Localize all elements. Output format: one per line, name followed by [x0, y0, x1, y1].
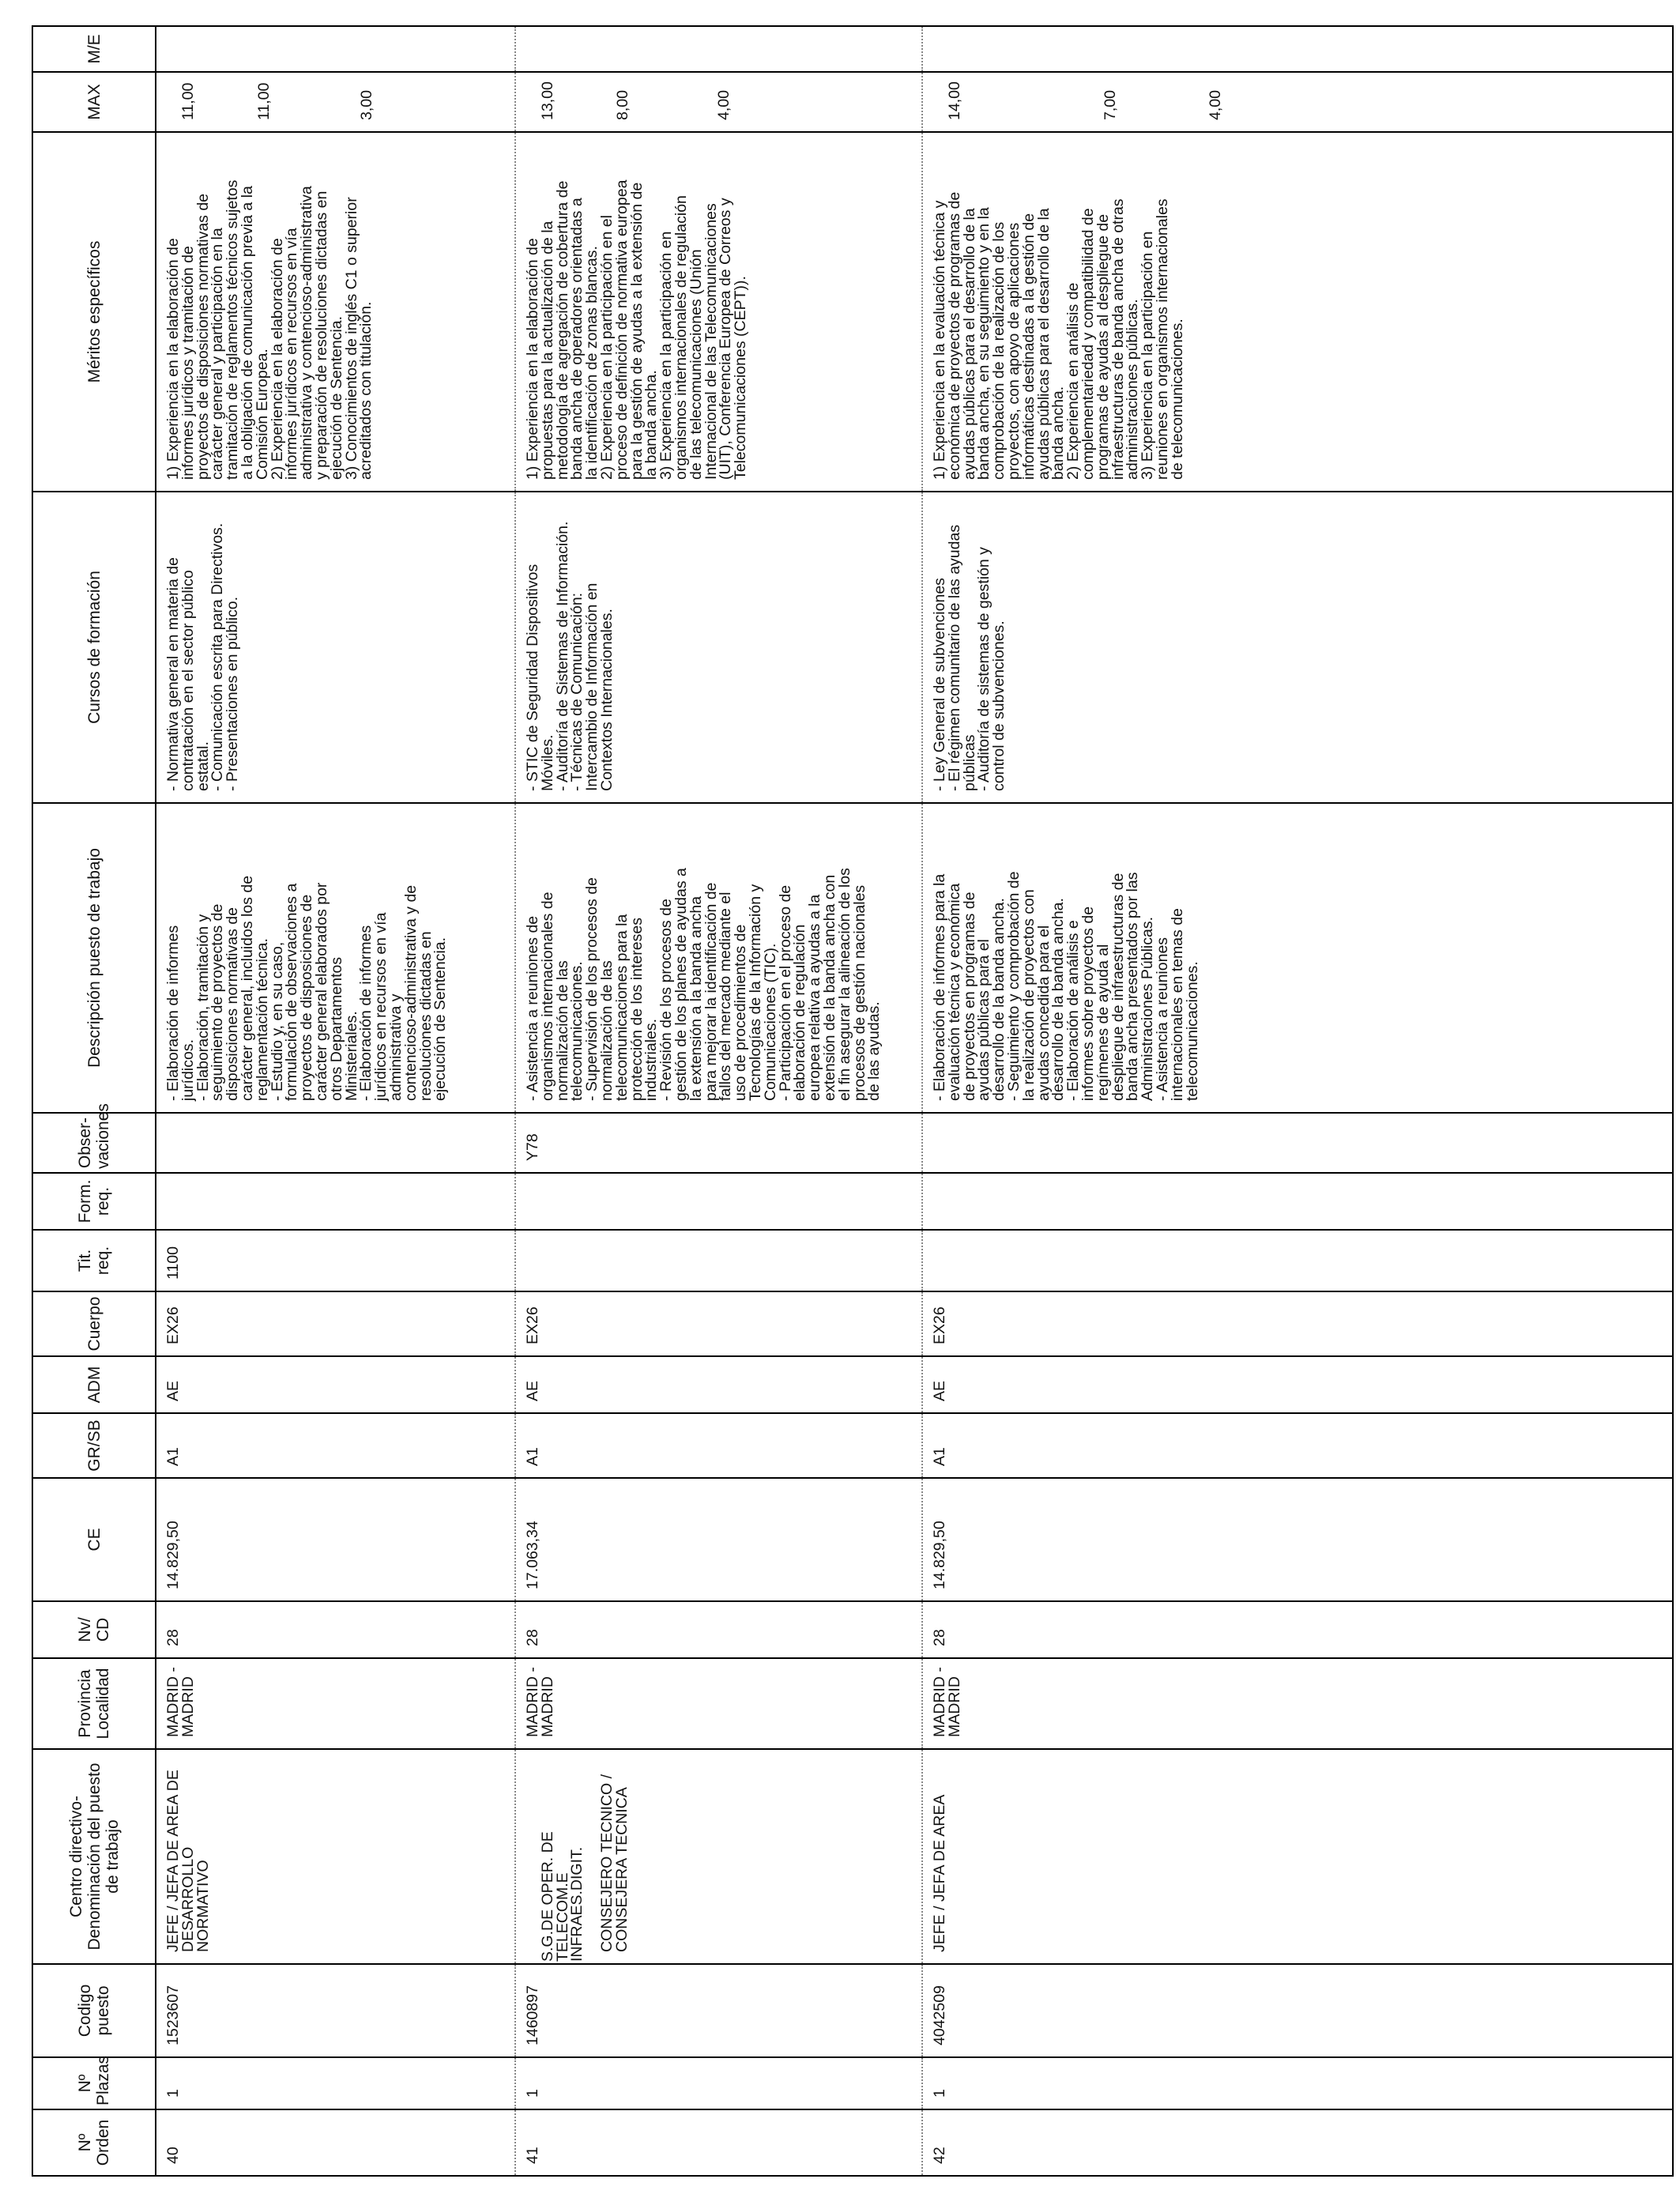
max-value: 14,00: [945, 81, 963, 120]
cell-grsb: A1: [515, 1413, 922, 1478]
cell-form: [922, 1173, 1673, 1230]
max-value: 8,00: [614, 90, 632, 120]
cell-obs: Y78: [515, 1113, 922, 1173]
cell-provincia: MADRID - MADRID: [922, 1658, 1673, 1749]
cell-centro: [515, 1749, 922, 1964]
cell-max: [515, 72, 922, 132]
cell-adm: AE: [515, 1356, 922, 1413]
max-value: 4,00: [1206, 90, 1224, 120]
cell-meritos: 1) Experiencia en la evaluación técnica y económica de proyectos de programas de ayudas públicas para el desarrollo de la banda ancha, en su seguimiento y en la comprobación de la realización de los proyectos, con apoyo de aplicaciones informáticas destinadas a la gestión de ayudas públicas para el desarrollo de la banda ancha. 2) Experiencia en análisis de complementariedad y compatibilidad de programas de ayudas al despliegue de infraestructuras de banda ancha de otras administraciones públicas. 3) Experiencia en la participación en reuniones en organismos internacionales de telecomunicaciones.: [922, 132, 1673, 492]
cell-codigo: 1460897: [515, 1964, 922, 2057]
cell-cuerpo: EX26: [515, 1291, 922, 1356]
cell-form: [156, 1173, 515, 1230]
max-value: 11,00: [255, 82, 273, 120]
cell-max: [156, 72, 515, 132]
cell-grsb: A1: [922, 1413, 1673, 1478]
table-row: [922, 26, 1673, 2176]
cell-desc: - Asistencia a reuniones de organismos internacionales de normalización de las telecomunicaciones. - Supervisión de los procesos de normalización de las telecomunicaciones para la protección de los intereses industriales. - Revisión de los procesos de gestión de los planes de ayudas a la extensión a la banda ancha para mejorar la identificación de fallos del mercado mediante el uso de procedimientos de Tecnologías de la Información y Comunicaciones (TIC). - Participación en el proceso de elaboración de regulación europea relativa a ayudas a la extensión de la banda ancha con el fin asegurar la alineación de los procesos de gestión nacionales de las ayudas.: [515, 803, 922, 1113]
cell-ce: 14.829,50: [156, 1478, 515, 1601]
cell-puesto: JEFE / JEFA DE AREA DE DESARROLLO NORMATIVO: [164, 1770, 212, 1952]
header-ce: CE: [32, 1478, 156, 1601]
cell-tit: [922, 1230, 1673, 1291]
cell-ce: 14.829,50: [922, 1478, 1673, 1601]
cell-tit: 1100: [156, 1230, 515, 1291]
cell-meritos: 1) Experiencia en la elaboración de informes jurídicos y tramitación de proyectos de disposiciones normativas de carácter general y participación en la tramitación de reglamentos técnicos sujetos a la obligación de comunicación previa a la Comisión Europea. 2) Experiencia en la elaboración de informes jurídicos en recursos en vía administrativa y contencioso-administrativa y preparación de resoluciones dictadas en ejecución de Sentencia. 3) Conocimientos de inglés C1 o superior acreditados con titulación.: [156, 132, 515, 492]
cell-grsb: A1: [156, 1413, 515, 1478]
max-value: 13,00: [538, 81, 556, 120]
cell-meritos: 1) Experiencia en la elaboración de propuestas para la actualización de la metodología de agregación de cobertura de banda ancha de operadores orientadas a la identificación de zonas blancas. 2) Experiencia en la participación en el proceso de definición de normativa europea para la gestión de ayudas a la extensión de la banda ancha. 3) Experiencia en la participación en organismos internacionales de regulación de las telecomunicaciones (Unión Internacional de las Telecomunicaciones (UIT), Conferencia Europea de Correos y Telecomunicaciones (CEPT)).: [515, 132, 922, 492]
cell-provincia: MADRID - MADRID: [156, 1658, 515, 1749]
header-me: M/E: [32, 26, 156, 72]
cell-orden: 40: [156, 2109, 515, 2176]
cell-tit: [515, 1230, 922, 1291]
cell-cursos: - STIC de Seguridad Dispositivos Móviles. - Auditoría de Sistemas de Información. - Técnicas de Comunicación: Intercambio de Información en Contextos Internacionales.: [515, 492, 922, 803]
cell-cursos: - Normativa general en materia de contratación en el sector público estatal. - Comunicación escrita para Directivos. - Presentaciones en público.: [156, 492, 515, 803]
cell-max: [922, 72, 1673, 132]
max-value: 4,00: [714, 90, 733, 120]
cell-adm: AE: [922, 1356, 1673, 1413]
position-table-rotated: [32, 34, 1659, 2177]
cell-me: [922, 26, 1673, 72]
max-value: 7,00: [1102, 90, 1120, 120]
cell-puesto: JEFE / JEFA DE AREA: [931, 1794, 948, 1952]
cell-form: [515, 1173, 922, 1230]
header-tit: Tit. req.: [32, 1230, 156, 1291]
header-provincia: Provincia Localidad: [32, 1658, 156, 1749]
cell-adm: AE: [156, 1356, 515, 1413]
header-adm: ADM: [32, 1356, 156, 1413]
cell-provincia: MADRID - MADRID: [515, 1658, 922, 1749]
header-grsb: GR/SB: [32, 1413, 156, 1478]
cell-nv: 28: [515, 1601, 922, 1658]
header-row: [32, 26, 156, 2176]
cell-orden: 41: [515, 2109, 922, 2176]
cell-directivo: S.G.DE OPER. DE TELECOM.E INFRAES.DIGIT.: [538, 1831, 586, 1962]
header-cursos: Cursos de formación: [32, 492, 156, 803]
max-value: 11,00: [179, 82, 197, 120]
cell-desc: - Elaboración de informes para la evaluación técnica y económica de proyectos en programas de ayudas públicas para el desarrollo de la banda ancha. - Seguimiento y comprobación de la realización de proyectos con ayudas concedida para el desarrollo de la banda ancha. - Elaboración de análisis e informes sobre proyectos de regímenes de ayuda al despliegue de infraestructuras de banda ancha presentados por las Administraciones Públicas. - Asistencia a reuniones internacionales en temas de telecomunicaciones.: [922, 803, 1673, 1113]
cell-codigo: 4042509: [922, 1964, 1673, 2057]
cell-me: [515, 26, 922, 72]
max-value: 3,00: [357, 90, 375, 120]
header-plazas: Nº Plazas: [32, 2057, 156, 2109]
table-row: [156, 26, 515, 2176]
cell-codigo: 1523607: [156, 1964, 515, 2057]
positions-table: [32, 25, 1674, 2177]
cell-ce: 17.063,34: [515, 1478, 922, 1601]
cell-obs: [156, 1113, 515, 1173]
header-cuerpo: Cuerpo: [32, 1291, 156, 1356]
header-form: Form. req.: [32, 1173, 156, 1230]
cell-nv: 28: [922, 1601, 1673, 1658]
header-codigo: Codigo puesto: [32, 1964, 156, 2057]
cell-puesto: CONSEJERO TECNICO / CONSEJERA TECNICA: [597, 1774, 631, 1952]
header-meritos: Méritos específicos: [32, 132, 156, 492]
header-max: MAX: [32, 72, 156, 132]
cell-centro: [922, 1749, 1673, 1964]
cell-nv: 28: [156, 1601, 515, 1658]
header-centro: Centro directivo- Denominación del puesto de trabajo: [32, 1749, 156, 1964]
header-obs: Obser- vaciones: [32, 1113, 156, 1173]
cell-orden: 42: [922, 2109, 1673, 2176]
cell-cuerpo: EX26: [156, 1291, 515, 1356]
table-row: [515, 26, 922, 2176]
header-nv: Nv/ CD: [32, 1601, 156, 1658]
header-orden: Nº Orden: [32, 2109, 156, 2176]
cell-plazas: 1: [515, 2057, 922, 2109]
cell-cuerpo: EX26: [922, 1291, 1673, 1356]
cell-centro: [156, 1749, 515, 1964]
cell-plazas: 1: [922, 2057, 1673, 2109]
cell-desc: - Elaboración de informes jurídicos. - Elaboración, tramitación y seguimiento de proyectos de disposiciones normativas de carácter general, incluidos los de reglamentación técnica. - Estudio y, en su caso, formulación de observaciones a proyectos de disposiciones de carácter general elaborados por otros Departamentos Ministeriales. - Elaboración de informes jurídicos en recursos en vía administrativa y contencioso-administrativa y de resoluciones dictadas en ejecución de Sentencia.: [156, 803, 515, 1113]
cell-obs: [922, 1113, 1673, 1173]
cell-plazas: 1: [156, 2057, 515, 2109]
cell-me: [156, 26, 515, 72]
cell-cursos: - Ley General de subvenciones - El régimen comunitario de las ayudas públicas - Auditoría de sistemas de gestión y control de subvenciones.: [922, 492, 1673, 803]
header-desc: Descripción puesto de trabajo: [32, 803, 156, 1113]
